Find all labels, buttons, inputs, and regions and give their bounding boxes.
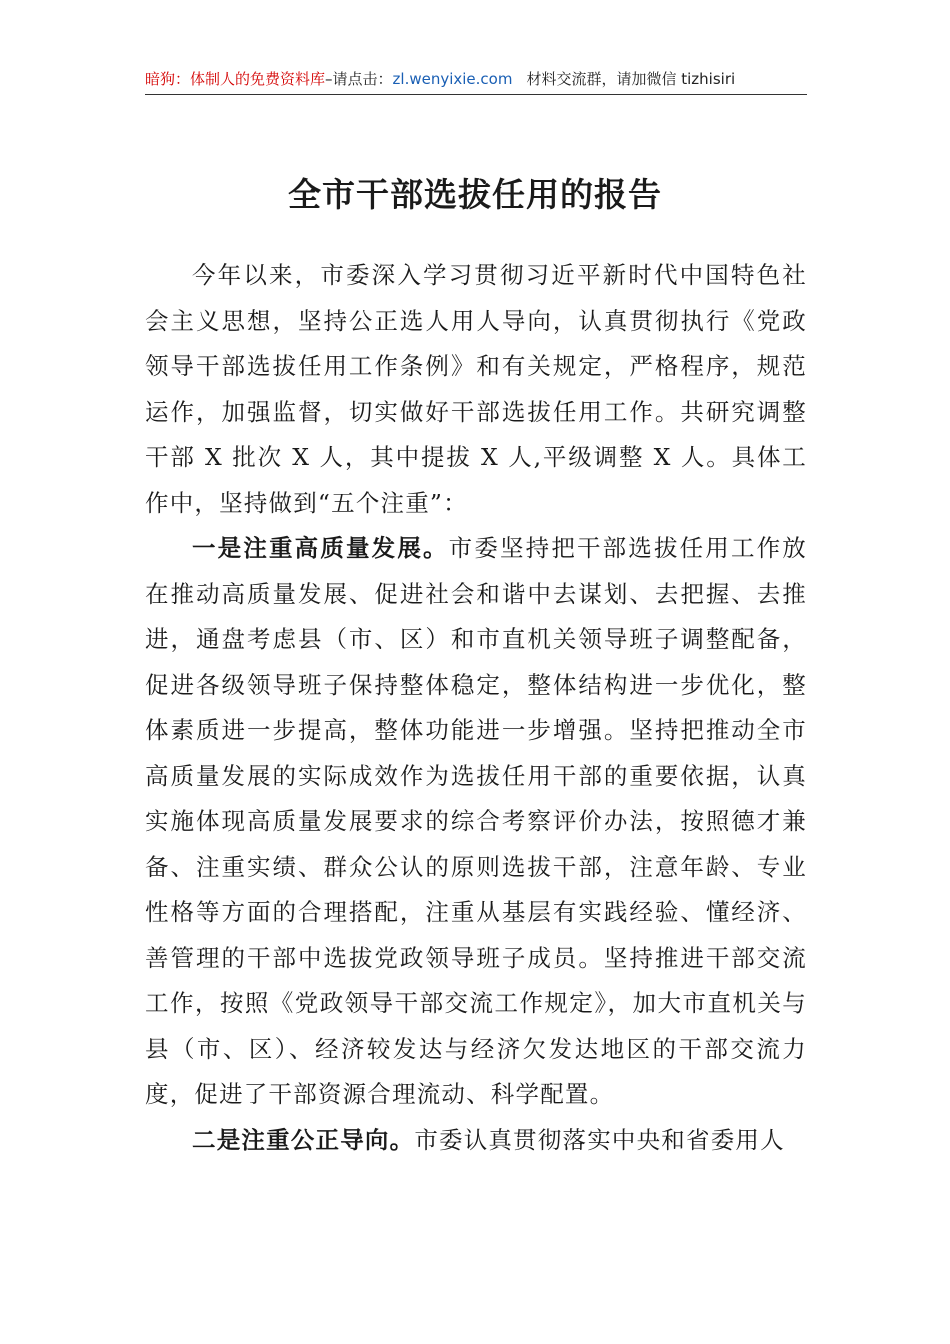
section-1-heading: 一是注重高质量发展。 xyxy=(192,534,449,562)
intro-paragraph: 今年以来，市委深入学习贯彻习近平新时代中国特色社会主义思想，坚持公正选人用人导向，认真贯彻执行《党政领导干部选拔任用工作条例》和有关规定，严格程序，规范运作，加强监督，切实做好干部选拔任用工作。共研究调整干部 X 批次 X 人，其中提拔 X 人,平级调整 X 人。具体工作中，坚持做到“五个注重”： xyxy=(145,261,807,517)
header-note: 材料交流群，请加微信 tizhisiri xyxy=(526,70,736,88)
document-body xyxy=(145,253,807,1163)
section-2-paragraph xyxy=(145,1118,807,1164)
header-link-prefix: –请点击： xyxy=(325,70,393,88)
section-2-body: 市委认真贯彻落实中央和省委用人 xyxy=(414,1125,785,1154)
header-divider xyxy=(145,94,807,95)
header-brand-text: 暗狗：体制人的免费资料库 xyxy=(145,70,326,88)
section-1-paragraph xyxy=(145,526,807,1118)
section-2-heading: 二是注重公正导向。 xyxy=(192,1125,415,1154)
document-title: 全市干部选拔任用的报告 xyxy=(288,175,662,214)
section-1-body: 市委坚持把干部选拔任用工作放在推动高质量发展、促进社会和谐中去谋划、去把握、去推进，通盘考虑县（市、区）和市直机关领导班子调整配备，促进各级领导班子保持整体稳定，整体结构进一步优化，整体素质进一步提高，整体功能进一步增强。坚持把推动全市高质量发展的实际成效作为选拔任用干部的重要依据，认真实施体现高质量发展要求的综合考察评价办法，按照德才兼备、注重实绩、群众公认的原则选拔干部，注意年龄、专业性格等方面的合理搭配，注重从基层有实践经验、懂经济、善管理的干部中选拔党政领导班子成员。坚持推进干部交流工作，按照《党政领导干部交流工作规定》，加大市直机关与县（市、区）、经济较发达与经济欠发达地区的干部交流力度，促进了干部资源合理流动、科学配置。 xyxy=(145,534,807,1108)
header-url-link[interactable]: zl.wenyixie.com xyxy=(392,70,513,88)
page-header xyxy=(145,66,807,92)
